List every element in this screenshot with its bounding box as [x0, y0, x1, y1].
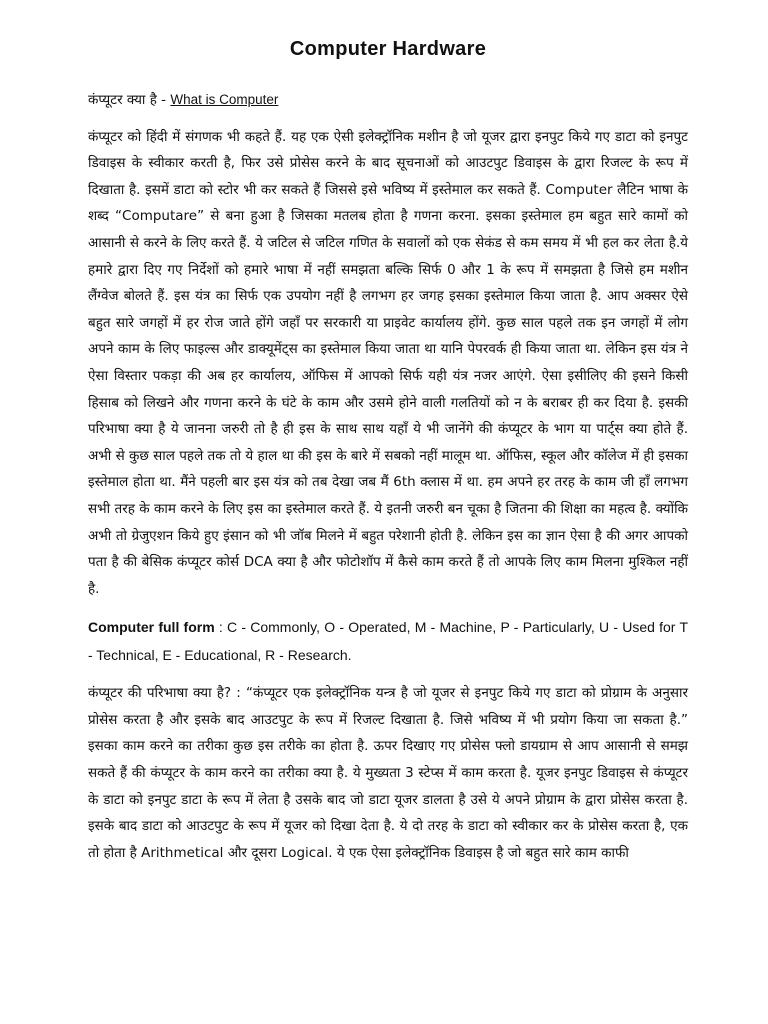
full-form-label: Computer full form: [88, 619, 215, 636]
paragraph-2: कंप्यूटर की परिभाषा क्या है? : “कंप्यूटर एक इलेक्ट्रॉनिक यन्त्र है जो यूजर से इनपुट किये गए डाटा को प्रोग्राम के अनुसार प्रोसेस करता है और इसके बाद आउटपुट के रूप में रिजल्ट दिखाता है. जिसे भविष्य में भी प्रयोग किया जा सकता है.” इसका काम करने का तरीका कुछ इस तरीके का होता है. ऊपर दिखाए गए प्रोसेस फ्लो डायग्राम से आप आसानी से समझ सकते हैं की कंप्यूटर के काम करने का तरीका क्या है. ये मुख्यता 3 स्टेप्स में काम करता है. यूजर इनपुट डिवाइस से कंप्यूटर के डाटा को इनपुट डाटा के रूप में लेता है उसके बाद जो डाटा यूजर डालता है उसे ये अपने प्रोग्राम के द्वारा प्रोसेस करता है. इसके बाद डाटा को आउटपुट के रूप में यूजर को दिखा देता है. ये दो तरह के डाटा को स्वीकार कर के प्रोसेस करता है, एक तो होता है Arithmetical और दूसरा Logical. ये एक ऐसा इलेक्ट्रॉनिक डिवाइस है जो बहुत सारे काम काफी: [88, 685, 688, 861]
full-form-paragraph: [88, 613, 688, 669]
paragraph-1: कंप्यूटर को हिंदी में संगणक भी कहते हैं. यह एक ऐसी इलेक्ट्रॉनिक मशीन है जो यूजर द्वारा इनपुट किये गए डाटा को इनपुट डिवाइस के स्वीकार करती है, फिर उसे प्रोसेस करने के बाद सूचनाओं को आउटपुट डिवाइस के द्वारा रिजल्ट के रूप में दिखाता है. इसमें डाटा को स्टोर भी कर सकते हैं जिससे इसे भविष्य में इस्तेमाल कर सकते हैं. Computer लैटिन भाषा के शब्द “Computare” से बना हुआ है जिसका मतलब होता है गणना करना. इसका इस्तेमाल हम बहुत सारे कामों को आसानी से करने के लिए करते हैं. ये जटिल से जटिल गणित के सवालों को एक सेकंड से कम समय में भी हल कर लेता है.ये हमारे द्वारा दिए गए निर्देशों को हमारे भाषा में नहीं समझता बल्कि सिर्फ 0 और 1 के रूप में समझता है जिसे हम मशीन लैंग्वेज बोलते हैं. इस यंत्र का सिर्फ एक उपयोग नहीं है लगभग हर जगह इसका इस्तेमाल किया जाता है. आप अक्सर ऐसे बहुत सारे जगहों में हर रोज जाते होंगे जहाँ पर सरकारी या प्राइवेट कार्यालय होंगे. कुछ साल पहले तक इन जगहों में लोग अपने काम के लिए फाइल्स और डाक्यूमेंट्स का इस्तेमाल किया जाता था यानि पेपरवर्क ही किया जाता था. लेकिन इस यंत्र ने ऐसा विस्तार पकड़ा की अब हर कार्यालय, ऑफिस में आपको सिर्फ यही यंत्र नजर आएंगे. ऐसा इसीलिए की इसने किसी हिसाब को लिखने और गणना करने के घंटे के काम और उसमे होने वाली गलतियों को न के बराबर ही कर दिया है. इसकी परिभाषा क्या है ये जानना जरुरी तो है ही इस के साथ साथ यहाँ ये भी जानेंगे की कंप्यूटर के भाग या पार्ट्स क्या होते हैं. अभी से कुछ साल पहले तक तो ये हाल था की इस के बारे में सबको नहीं मालूम था. ऑफिस, स्कूल और कॉलेज में ही इसका इस्तेमाल होता था. मैंने पहली बार इस यंत्र को तब देखा जब मैं 6th क्लास में था. हम अपने हर तरह के काम जी हाँ लगभग सभी तरह के काम करने के लिए इस का इस्तेमाल करते हैं. ये इतनी जरुरी बन चूका है जितना की शिक्षा का महत्व है. क्योंकि अभी तो ग्रेजुएशन किये हुए इंसान को भी जॉब मिलने में बहुत परेशानी होती है. लेकिन इस का ज्ञान ऐसा है की अगर आपको पता है की बेसिक कंप्यूटर कोर्स DCA क्या है और फोटोशॉप में कैसे काम करते हैं तो आपके लिए काम मिलना मुश्किल नहीं है.: [88, 128, 688, 597]
page-title: Computer Hardware: [289, 38, 487, 60]
intro-line: [88, 87, 688, 114]
full-form-text: : C - Commonly, O - Operated, M - Machine, P - Particularly, U - Used for T - Technical, E - Educational, R - Research.: [88, 619, 688, 664]
intro-hindi: कंप्यूटर क्या है -: [88, 92, 171, 108]
intro-link-text: What is Computer: [170, 92, 279, 107]
